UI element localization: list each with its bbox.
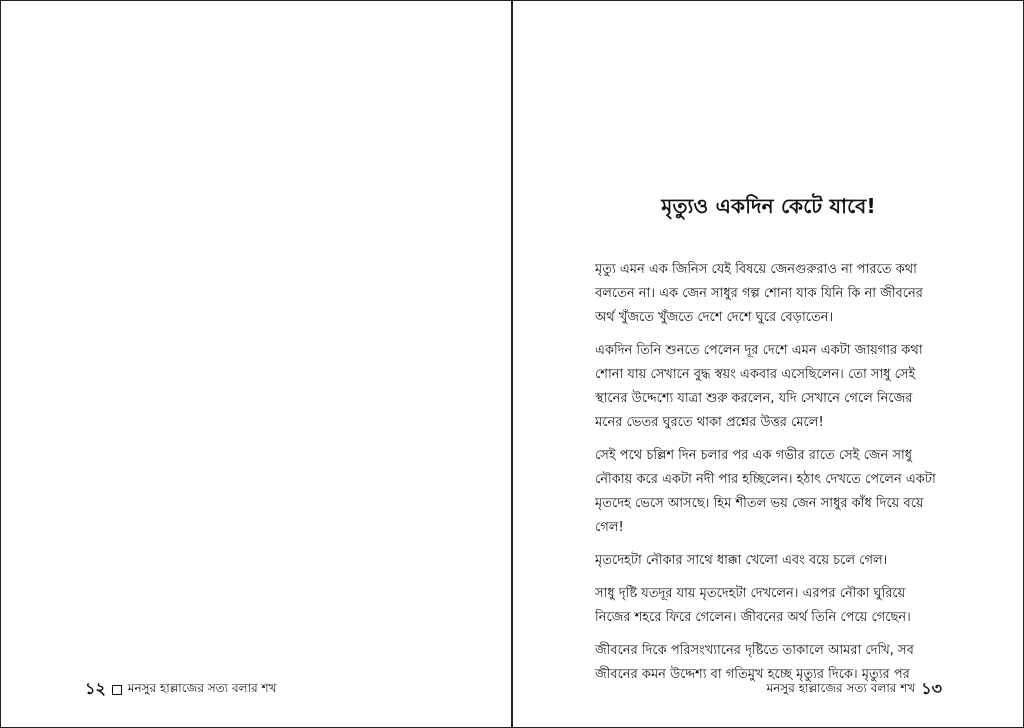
text-line: মৃতদেহ ভেসে আসছে। হিম শীতল ভয় জেন সাধুর কাঁধ দিয়ে বয়ে (595, 496, 924, 511)
paragraph-1 (595, 258, 950, 330)
left-page (0, 0, 511, 728)
paragraph-3 (595, 444, 950, 540)
left-running-title: মনসুর হাল্লাজের সত্য বলার শখ (127, 680, 277, 695)
text-line: মৃত্যু এমন এক জিনিস যেই বিষয়ে জেনগুরুরাও না পারতে কথা (595, 262, 917, 277)
right-page-number: ১৩ (921, 679, 942, 698)
chapter-title: মৃত্যুও একদিন কেটে যাবে! (661, 194, 876, 218)
left-page-footer (85, 676, 276, 703)
text-line: একদিন তিনি শুনতে পেলেন দূর দেশে এমন একটা জায়গার কথা (595, 343, 923, 358)
right-page-footer (767, 676, 942, 703)
text-line: নিজের শহরে ফিরে গেলেন। জীবনের অর্থ তিনি পেয়ে গেছেন। (595, 610, 911, 625)
text-line: জীবনের দিকে পরিসংখ্যানের দৃষ্টিতে তাকালে আমরা দেখি, সব (595, 643, 914, 658)
chapter-body (595, 258, 950, 696)
text-line: সাধু দৃষ্টি যতদূর যায় মৃতদেহটা দেখলেন। এরপর নৌকা ঘুরিয়ে (595, 586, 906, 601)
text-line: শোনা যায় সেখানে বুদ্ধ স্বয়ং একবার এসেছিলেন। তো সাধু সেই (595, 367, 916, 382)
right-running-title: মনসুর হাল্লাজের সত্য বলার শখ (766, 680, 916, 695)
text-line: মৃতদেহটা নৌকার সাথে ধাক্কা খেলো এবং বয়ে চলে গেল। (595, 553, 888, 568)
paragraph-4 (595, 549, 950, 573)
square-separator-icon (112, 685, 122, 695)
right-page (513, 0, 1024, 728)
text-line: মনের ভেতর ঘুরতে থাকা প্রশ্নের উত্তর মেলে! (595, 415, 824, 430)
paragraph-2 (595, 339, 950, 435)
text-line: সেই পথে চল্লিশ দিন চলার পর এক গভীর রাতে সেই জেন সাধু (595, 448, 913, 463)
text-line: বলতেন না। এক জেন সাধুর গল্প শোনা যাক যিনি কি না জীবনের (595, 286, 923, 301)
text-line: নৌকায় করে একটা নদী পার হচ্ছিলেন। হঠাৎ দেখতে পেলেন একটা (595, 472, 936, 487)
text-line: জীবনের কমন উদ্দেশ্য বা গতিমুখ হচ্ছে মৃত্যুর দিকে। মৃত্যুর পর (595, 667, 910, 682)
left-page-number: ১২ (85, 679, 106, 698)
text-line: স্থানের উদ্দেশ্যে যাত্রা শুরু করলেন, যদি সেখানে গেলে নিজের (595, 391, 913, 406)
paragraph-5 (595, 582, 950, 630)
text-line: অর্থ খুঁজতে খুঁজতে দেশে দেশে ঘুরে বেড়াতেন। (595, 310, 834, 325)
text-line: গেল! (595, 520, 624, 535)
